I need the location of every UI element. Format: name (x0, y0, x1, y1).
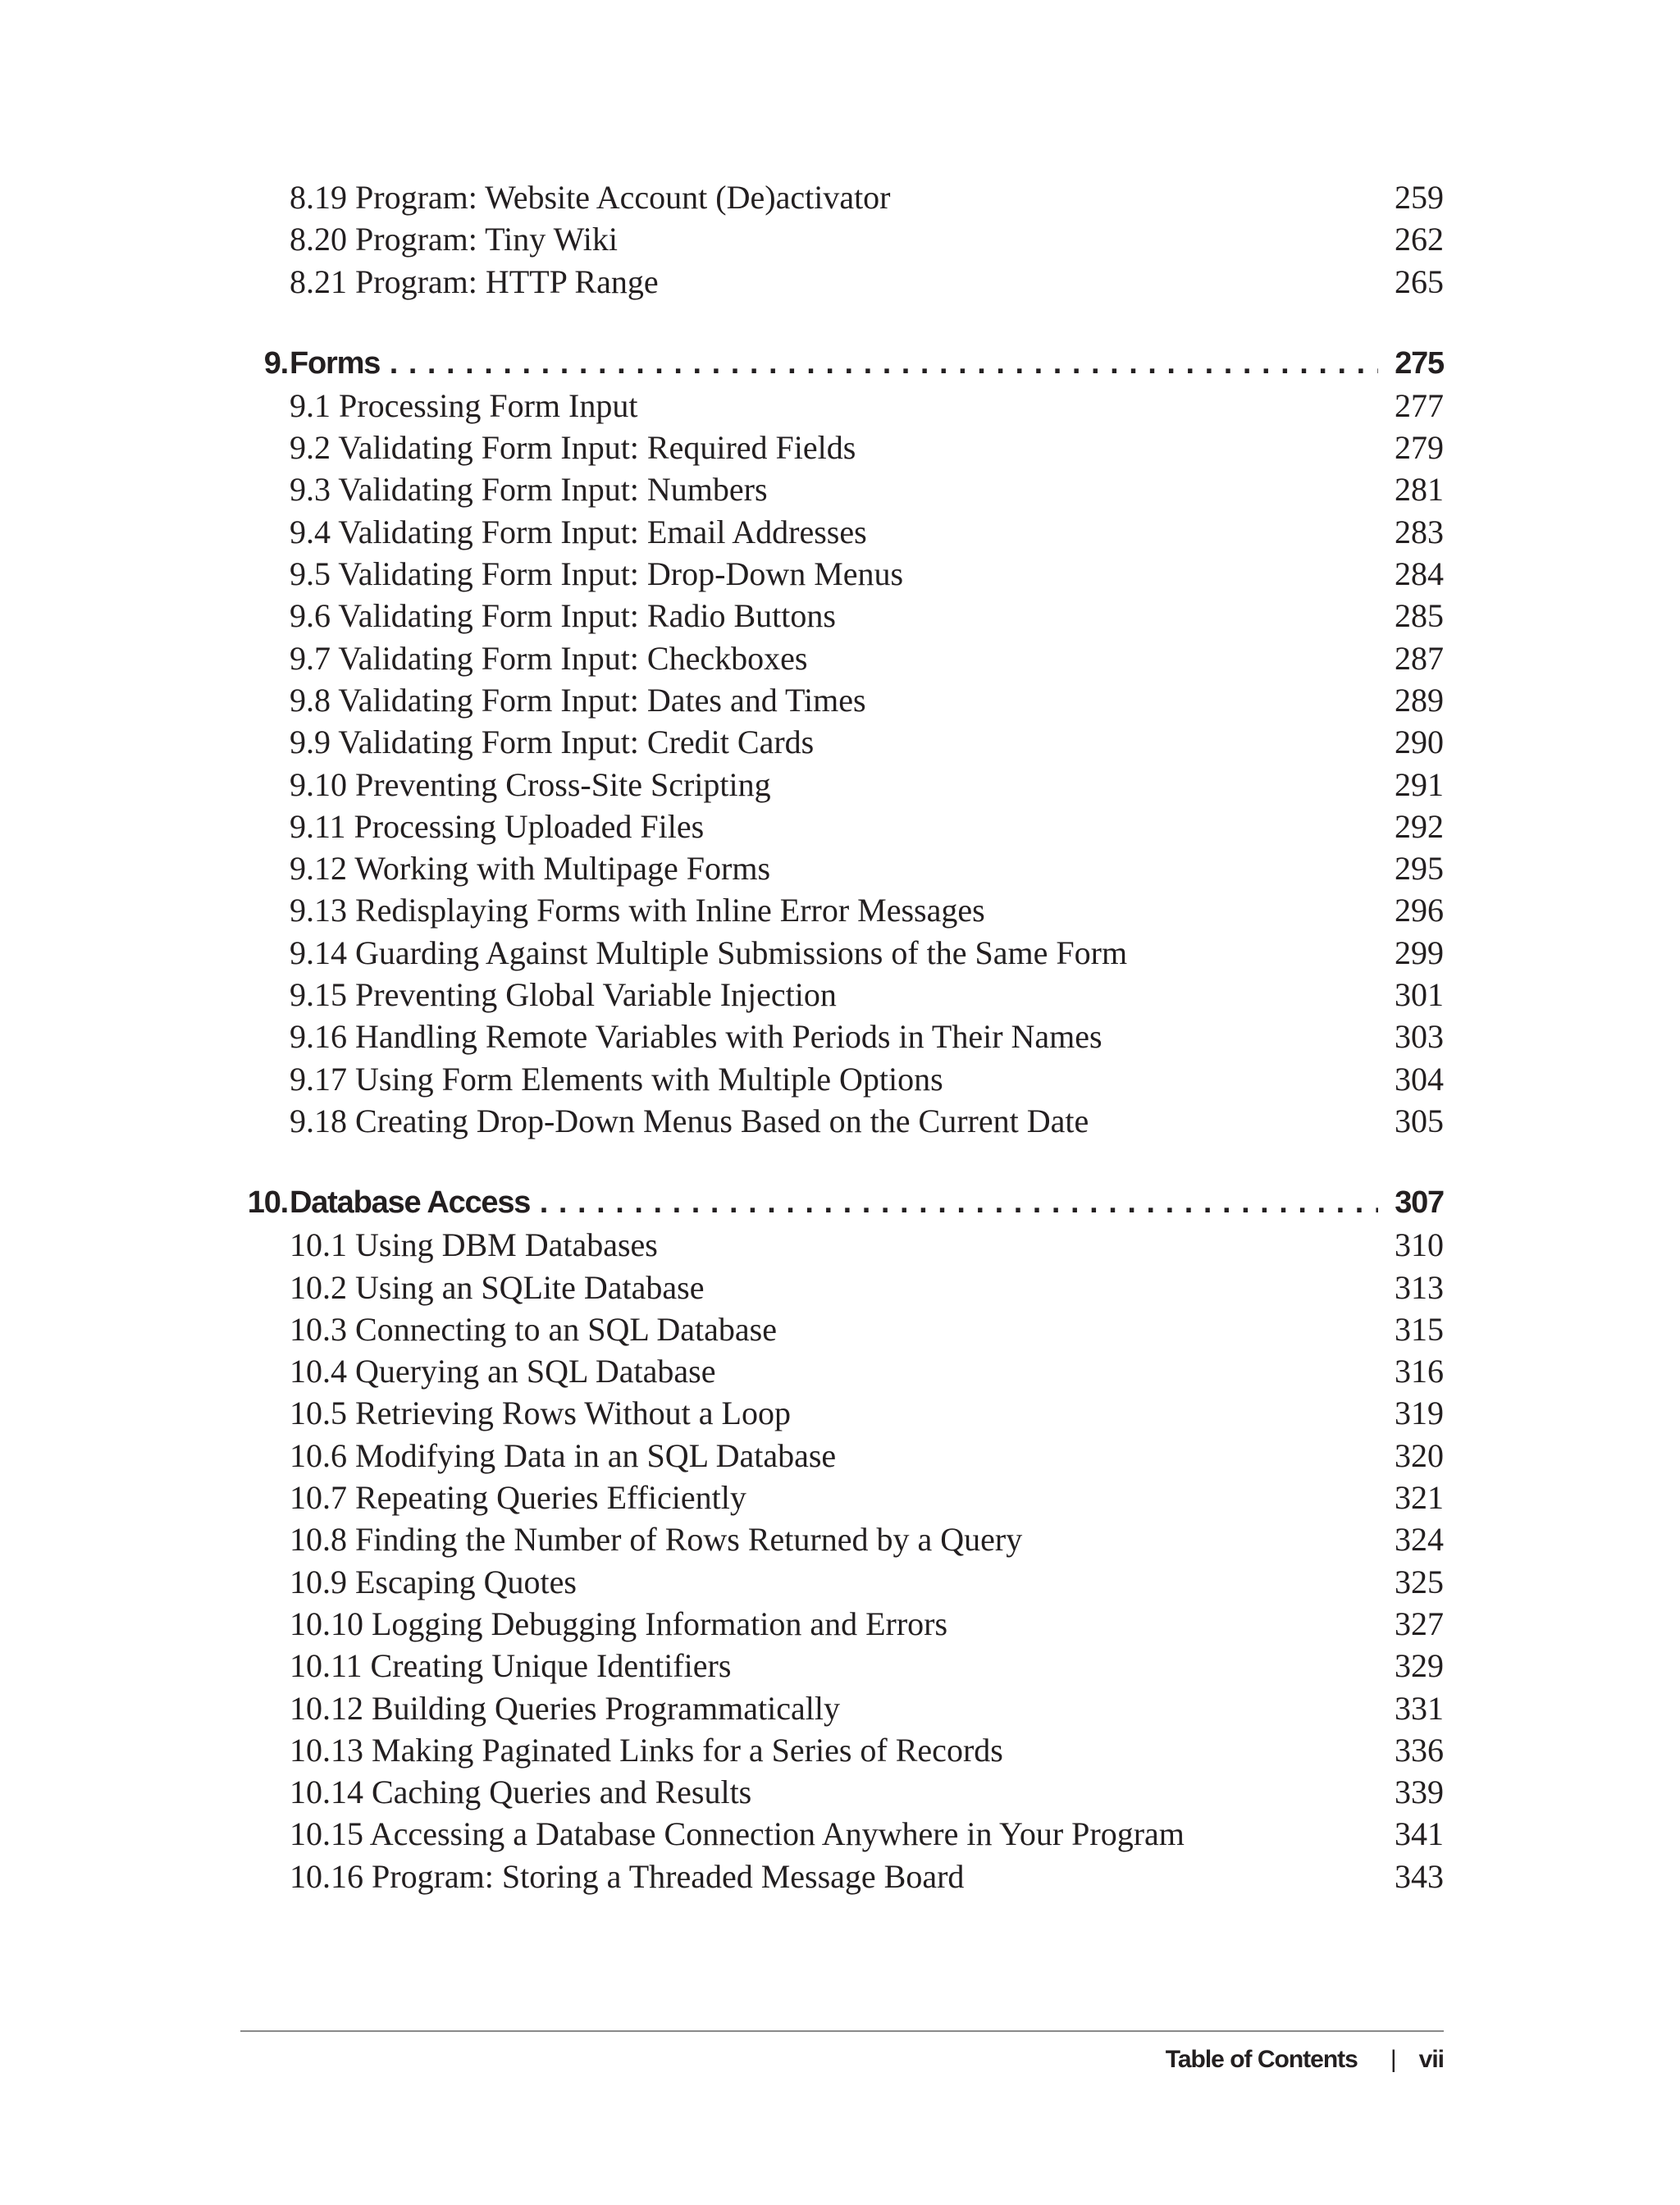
entry-title: 9.18 Creating Drop-Down Menus Based on the Current Date (290, 1102, 1089, 1139)
toc-entry[interactable] (228, 806, 1444, 847)
entry-title: 9.3 Validating Form Input: Numbers (290, 471, 768, 509)
toc-entry[interactable] (228, 1518, 1444, 1560)
toc-entry[interactable] (228, 1645, 1444, 1687)
toc-entry[interactable] (228, 1435, 1444, 1477)
entry-page-number: 316 (1395, 1353, 1444, 1390)
toc-entry[interactable] (228, 427, 1444, 468)
entry-title: 9.12 Working with Multipage Forms (290, 850, 771, 888)
entry-page-number: 301 (1395, 976, 1444, 1014)
entry-title: 9.8 Validating Form Input: Dates and Times (290, 681, 866, 719)
entry-page-number: 283 (1395, 513, 1444, 550)
entry-page-number: 310 (1395, 1226, 1444, 1264)
toc-entry[interactable] (228, 1687, 1444, 1729)
footer-separator: | (1390, 2046, 1396, 2073)
entry-title: 9.1 Processing Form Input (290, 386, 638, 424)
entry-title: 10.9 Escaping Quotes (290, 1563, 577, 1600)
entry-page-number: 319 (1395, 1395, 1444, 1432)
toc-entry[interactable] (228, 1350, 1444, 1392)
entry-title: 10.1 Using DBM Databases (290, 1226, 658, 1264)
toc-entry[interactable] (228, 974, 1444, 1016)
toc-entry[interactable] (228, 468, 1444, 510)
entry-page-number: 277 (1395, 386, 1444, 424)
entry-title: 10.5 Retrieving Rows Without a Loop (290, 1395, 791, 1432)
chapter-title: Database Access . . . (290, 1181, 1378, 1224)
entry-title: 10.4 Querying an SQL Database (290, 1353, 716, 1390)
footer-rule (240, 2030, 1444, 2032)
chapter-number: 9. (263, 345, 288, 381)
entry-title: 9.11 Processing Uploaded Files (290, 807, 705, 845)
entry-page-number: 291 (1395, 765, 1444, 803)
entry-title: 10.12 Building Queries Programmatically (290, 1689, 840, 1727)
entry-page-number: 320 (1395, 1436, 1444, 1474)
entry-page-number: 281 (1395, 471, 1444, 509)
entry-title: 8.21 Program: HTTP Range (290, 262, 659, 300)
toc-entry[interactable] (228, 261, 1444, 303)
toc-entry[interactable] (228, 1561, 1444, 1603)
entry-title: 9.15 Preventing Global Variable Injection (290, 976, 837, 1014)
entry-title: 9.6 Validating Form Input: Radio Buttons (290, 597, 836, 635)
entry-page-number: 303 (1395, 1018, 1444, 1056)
entry-title: 9.5 Validating Form Input: Drop-Down Menus (290, 555, 904, 593)
entry-title: 9.16 Handling Remote Variables with Periods in Their Names (290, 1018, 1102, 1056)
footer-page-number: vii (1418, 2046, 1444, 2073)
entry-page-number: 299 (1395, 934, 1444, 971)
toc-entry[interactable] (228, 176, 1444, 218)
entry-title: 10.11 Creating Unique Identifiers (290, 1647, 732, 1685)
entry-title: 9.17 Using Form Elements with Multiple Options (290, 1060, 943, 1098)
entry-title: 10.6 Modifying Data in an SQL Database (290, 1436, 837, 1474)
entry-page-number: 341 (1395, 1815, 1444, 1853)
entry-page-number: 295 (1395, 850, 1444, 888)
toc-entry[interactable] (228, 1100, 1444, 1142)
toc-chapter-heading[interactable] (228, 1181, 1444, 1224)
chapter-page-number: 275 (1385, 342, 1444, 385)
toc-entry[interactable] (228, 595, 1444, 637)
entry-page-number: 343 (1395, 1857, 1444, 1895)
entry-title: 10.2 Using an SQLite Database (290, 1268, 705, 1306)
entry-page-number: 284 (1395, 555, 1444, 593)
entry-page-number: 305 (1395, 1102, 1444, 1139)
entry-page-number: 321 (1395, 1479, 1444, 1517)
chapter-number: 10. (247, 1185, 288, 1221)
entry-page-number: 285 (1395, 597, 1444, 635)
entry-title: 9.4 Validating Form Input: Email Addresses (290, 513, 867, 550)
entry-title: 8.20 Program: Tiny Wiki (290, 221, 618, 258)
entry-title: 10.10 Logging Debugging Information and Errors (290, 1605, 948, 1642)
entry-page-number: 339 (1395, 1774, 1444, 1811)
entry-title: 9.7 Validating Form Input: Checkboxes (290, 639, 808, 677)
toc-entry[interactable] (228, 1224, 1444, 1266)
toc-entry[interactable] (228, 889, 1444, 931)
chapter-title: Forms . . . (290, 342, 1378, 385)
toc-entry[interactable] (228, 1016, 1444, 1057)
toc-entry[interactable] (228, 637, 1444, 679)
entry-title: 10.16 Program: Storing a Threaded Message Board (290, 1857, 965, 1895)
toc-entry[interactable] (228, 1267, 1444, 1308)
entry-page-number: 304 (1395, 1060, 1444, 1098)
entry-title: 10.8 Finding the Number of Rows Returned by a Query (290, 1521, 1023, 1559)
toc-entry[interactable] (228, 679, 1444, 721)
toc-entry[interactable] (228, 1771, 1444, 1813)
entry-page-number: 279 (1395, 429, 1444, 467)
entry-page-number: 329 (1395, 1647, 1444, 1685)
toc-entry[interactable] (228, 1392, 1444, 1434)
entry-page-number: 290 (1395, 724, 1444, 761)
entry-page-number: 287 (1395, 639, 1444, 677)
entry-page-number: 325 (1395, 1563, 1444, 1600)
entry-title: 9.2 Validating Form Input: Required Fields (290, 429, 856, 467)
toc-entry[interactable] (228, 847, 1444, 889)
toc-entry[interactable] (228, 932, 1444, 974)
entry-page-number: 289 (1395, 681, 1444, 719)
entry-page-number: 331 (1395, 1689, 1444, 1727)
toc-entry[interactable] (228, 1308, 1444, 1350)
entry-page-number: 327 (1395, 1605, 1444, 1642)
entry-title: 10.13 Making Paginated Links for a Series of Records (290, 1731, 1003, 1769)
toc-entry[interactable] (228, 1729, 1444, 1771)
entry-title: 10.7 Repeating Queries Efficiently (290, 1479, 746, 1517)
toc-entry[interactable] (228, 1477, 1444, 1518)
entry-title: 10.3 Connecting to an SQL Database (290, 1310, 777, 1348)
toc-chapter-heading[interactable] (228, 342, 1444, 385)
toc-entry[interactable] (228, 1813, 1444, 1855)
page-footer (1166, 2041, 1444, 2079)
entry-title: 9.14 Guarding Against Multiple Submissions of the Same Form (290, 934, 1128, 971)
toc-entry[interactable] (228, 1603, 1444, 1645)
toc-entry[interactable] (228, 1856, 1444, 1897)
entry-page-number: 292 (1395, 807, 1444, 845)
chapter-page-number: 307 (1385, 1181, 1444, 1224)
entry-title: 10.14 Caching Queries and Results (290, 1774, 752, 1811)
entry-page-number: 262 (1395, 221, 1444, 258)
toc-entry[interactable] (228, 553, 1444, 595)
toc-entry[interactable] (228, 511, 1444, 553)
toc-entry[interactable] (228, 764, 1444, 806)
toc-entry[interactable] (228, 1058, 1444, 1100)
entry-page-number: 336 (1395, 1731, 1444, 1769)
entry-page-number: 324 (1395, 1521, 1444, 1559)
table-of-contents (228, 176, 1444, 1897)
toc-entry[interactable] (228, 385, 1444, 427)
footer-section-label: Table of Contents (1165, 2046, 1358, 2073)
entry-title: 10.15 Accessing a Database Connection Anywhere in Your Program (290, 1815, 1185, 1853)
entry-title: 9.9 Validating Form Input: Credit Cards (290, 724, 815, 761)
entry-page-number: 315 (1395, 1310, 1444, 1348)
entry-title: 8.19 Program: Website Account (De)activator (290, 179, 891, 216)
entry-page-number: 313 (1395, 1268, 1444, 1306)
entry-title: 9.10 Preventing Cross-Site Scripting (290, 765, 771, 803)
entry-page-number: 265 (1395, 262, 1444, 300)
toc-entry[interactable] (228, 218, 1444, 260)
entry-title: 9.13 Redisplaying Forms with Inline Error Messages (290, 892, 985, 929)
entry-page-number: 296 (1395, 892, 1444, 929)
toc-entry[interactable] (228, 721, 1444, 763)
entry-page-number: 259 (1395, 179, 1444, 216)
